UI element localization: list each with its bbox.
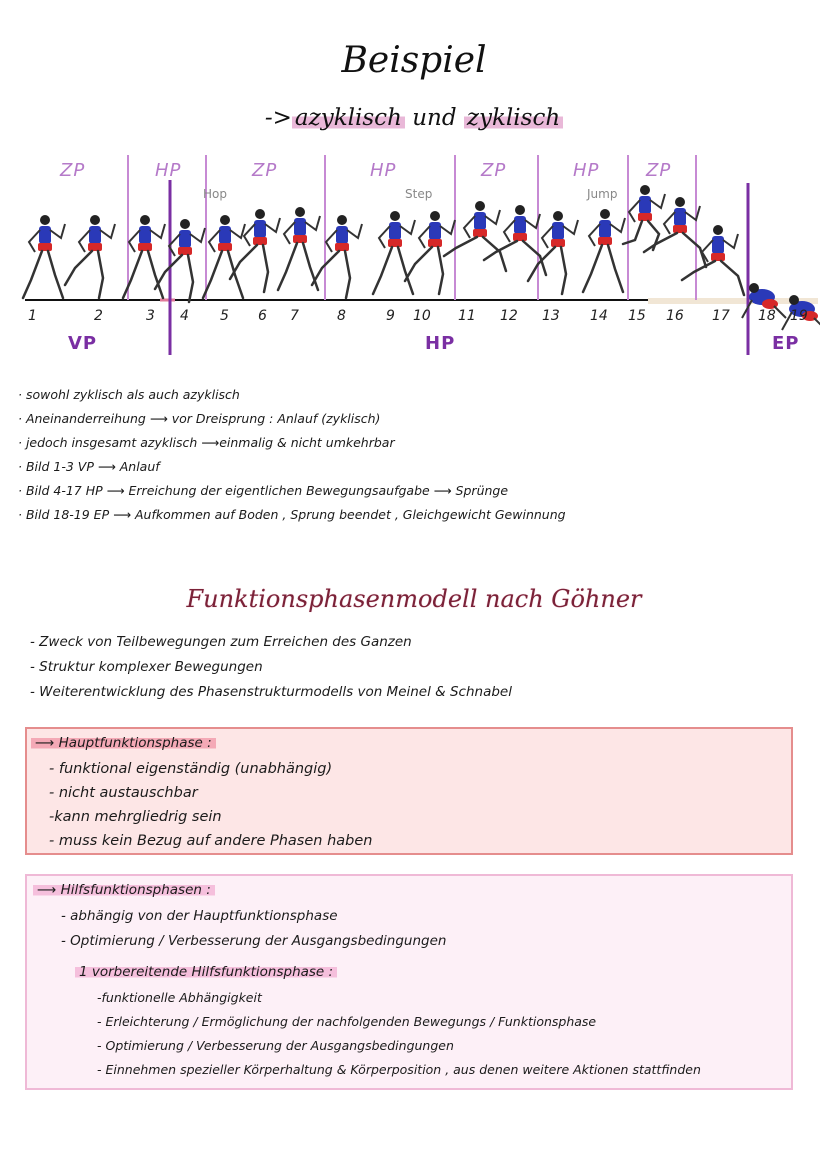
frame-number: 5 [220,308,229,324]
frame-number: 11 [458,308,476,324]
athlete-figure [373,211,415,294]
phase-label-zp-4: ZP [646,160,672,181]
frame-number: 17 [712,308,730,324]
figure-drawing [20,150,820,365]
box2-subitem: - Erleichterung / Ermöglichung der nachfolgenden Bewegungs / Funktionsphase [97,1014,597,1029]
box1-heading-text: ⟶ Hauptfunktionsphase : [31,735,216,751]
box1-item: - muss kein Bezug auf andere Phasen haben [49,833,373,849]
frame-number: 7 [290,308,299,324]
page-title: Beispiel [341,40,487,81]
section-item: - Struktur komplexer Bewegungen [30,659,263,675]
frame-number: 15 [628,308,646,324]
label-hop: Hop [203,187,227,201]
note-item: · Aneinanderreihung ⟶ vor Dreisprung : Anlauf (zyklisch) [18,411,381,426]
box2-subitem: - Einnehmen spezieller Körperhaltung & Körperposition , aus denen weitere Aktionen stattfinden [97,1062,701,1077]
label-jump: Jump [587,187,618,201]
frame-number: 1 [28,308,37,324]
frame-number: 9 [386,308,395,324]
frame-number: 14 [590,308,608,324]
phase-label-hp-1: HP [155,160,182,181]
athlete-figure [123,215,165,298]
section-title: Funktionsphasenmodell nach Göhner [186,585,642,613]
box1-item: - nicht austauschbar [49,785,198,801]
athlete-figure [444,201,506,271]
notes-list [18,383,798,527]
frame-number: 16 [666,308,684,324]
subtitle-zyklisch: zyklisch [464,105,563,131]
box2-subheading-text: 1 vorbereitende Hilfsfunktionsphase : [75,964,337,980]
athlete-figure [65,215,115,298]
athlete-figure [23,215,65,298]
frame-number: 8 [337,308,346,324]
athlete-figure [583,209,625,292]
hilfsfunktionsphasen-box [25,874,793,1090]
box2-item: - Optimierung / Verbesserung der Ausgangsbedingungen [61,933,447,949]
box1-item: -kann mehrgliedrig sein [49,809,222,825]
page-subtitle [0,105,828,131]
note-item: · Bild 1-3 VP ⟶ Anlauf [18,459,160,474]
phase-label-ep: EP [772,333,800,354]
box2-heading-text: ⟶ Hilfsfunktionsphasen : [33,882,215,898]
athlete-figure [278,207,320,290]
section-list [30,630,512,705]
phase-label-zp-1: ZP [60,160,86,181]
hauptfunktionsphase-box [25,727,793,855]
box1-list [49,757,372,853]
frame-number: 12 [500,308,518,324]
frame-number: 4 [180,308,189,324]
phase-label-hp-3: HP [573,160,600,181]
box2-item: - abhängig von der Hauptfunktionsphase [61,908,338,924]
box1-heading [31,735,216,751]
box2-subheading [75,964,337,980]
athlete-figure [682,225,744,295]
box2-subitem: -funktionelle Abhängigkeit [97,990,262,1005]
subtitle-und: und [412,105,457,131]
frame-number: 2 [94,308,103,324]
frame-number: 18 [758,308,776,324]
frame-number: 6 [258,308,267,324]
phase-label-zp-2: ZP [252,160,278,181]
note-item: · jedoch insgesamt azyklisch ⟶einmalig & nicht umkehrbar [18,435,395,450]
frame-number: 10 [413,308,431,324]
section-item: - Zweck von Teilbewegungen zum Erreichen des Ganzen [30,634,412,650]
note-item: · sowohl zyklisch als auch azyklisch [18,387,240,402]
box2-sublist [97,986,701,1082]
phase-label-hp-2: HP [370,160,397,181]
note-item: · Bild 18-19 EP ⟶ Aufkommen auf Boden , Sprung beendet , Gleichgewicht Gewinnung [18,507,566,522]
phase-label-hp-main: HP [425,333,456,354]
frame-number: 3 [146,308,155,324]
phase-label-vp: VP [68,333,98,354]
phase-label-zp-3: ZP [481,160,507,181]
triple-jump-phase-figure [20,150,820,365]
subtitle-arrow: -> [264,105,292,131]
box2-list [61,904,446,954]
athlete-figure [203,215,245,298]
athlete-figure [312,215,362,298]
subtitle-azyklisch: azyklisch [292,105,405,131]
frame-number: 13 [542,308,560,324]
box2-subitem: - Optimierung / Verbesserung der Ausgangsbedingungen [97,1038,454,1053]
frame-number: 19 [790,308,808,324]
note-item: · Bild 4-17 HP ⟶ Erreichung der eigentlichen Bewegungsaufgabe ⟶ Sprünge [18,483,509,498]
box2-heading [33,882,215,898]
athlete-figure [623,185,665,250]
section-item: - Weiterentwicklung des Phasenstrukturmodells von Meinel & Schnabel [30,684,512,700]
box1-item: - funktional eigenständig (unabhängig) [49,761,333,777]
label-step: Step [405,187,433,201]
